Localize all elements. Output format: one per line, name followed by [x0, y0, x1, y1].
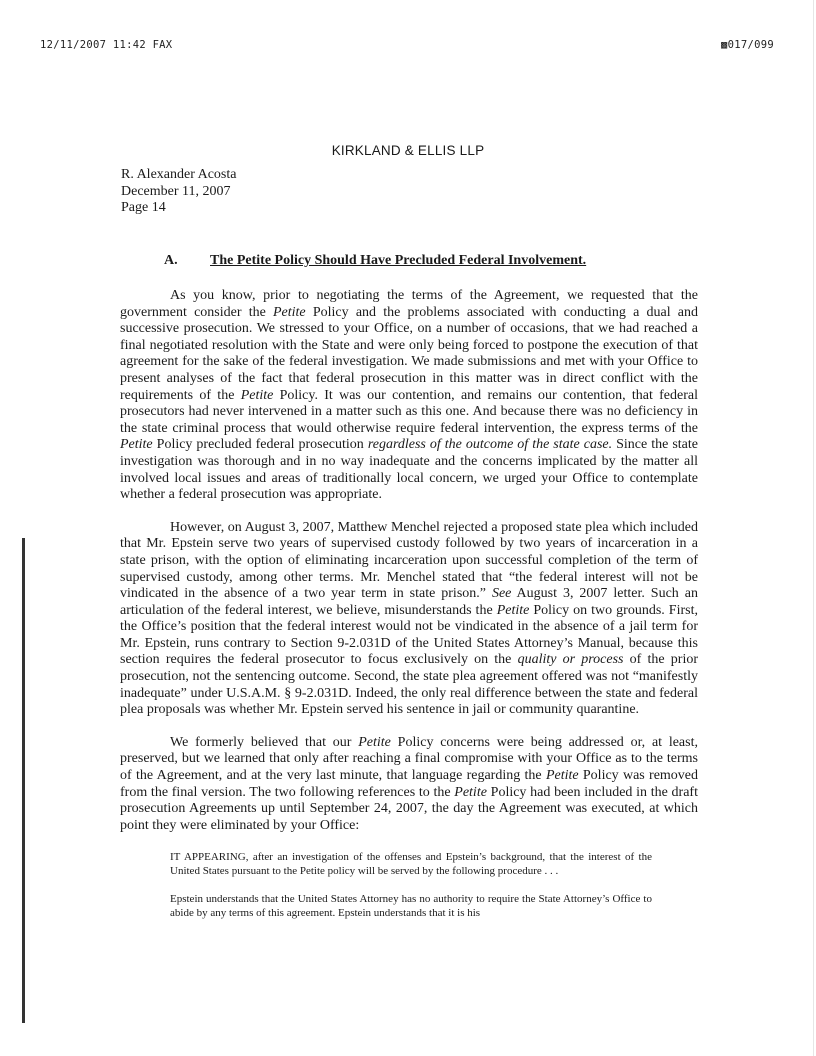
quote-text: Epstein understands that the United States Attorney has no authority to require the State Attorney’s Office to abide by any terms of this agreement. Epstein understands that it is his [170, 893, 652, 920]
italic-text: Petite [273, 304, 306, 320]
section-heading [164, 253, 586, 269]
text-segment: Policy on two grounds. First, the Office’s position that the federal interest would not be vindicated in the absence of a jail term for Mr. Epstein, runs contrary to Section 9-2.031D of the United States Attorney’s Manual, because this section requires the federal prosecutor to focus exclusively on the [120, 602, 698, 668]
italic-text: regardless of the outcome of the state case. [367, 437, 613, 453]
text-segment: Policy concerns were being addressed or, at least, preserved, but we learned that only after reaching a final compromise with your Office as to the terms of the Agreement, and at the very last minute, that language regarding the [120, 734, 698, 784]
text-segment: Policy was removed from the final version. The two following references to the [120, 768, 699, 800]
text-segment: We formerly believed that our [170, 734, 359, 750]
fax-timestamp: 12/11/2007 11:42 FAX [40, 39, 173, 51]
text-segment: As you know, prior to negotiating the terms of the Agreement, we requested that the government consider the [120, 288, 698, 320]
paragraph-2 [120, 520, 698, 719]
letter-date: December 11, 2007 [121, 183, 231, 199]
text-segment: Policy and the problems associated with conducting a dual and successive prosecution. We stressed to your Office, on a number of occasions, that we had reached a final negotiated resolution with the State and were only being forced to postpone the execution of that agreement for the sake of the federal investigation. We made submissions and met with your Office to present analyses of the fact that federal prosecution in this matter was in direct conflict with the requirements of the [120, 304, 698, 403]
section-title: The Petite Policy Should Have Precluded Federal Involvement. [210, 253, 587, 268]
recipient: R. Alexander Acosta [121, 167, 237, 182]
text-segment: However, on August 3, 2007, Matthew Menchel rejected a proposed state plea which included that Mr. Epstein serve two years of supervised custody followed by two years of incarceration in a state prison, with the option of eliminating incarceration upon successful completion of the term of supervised custody, among other terms. Mr. Menchel stated that “the federal interest will not be vindicated in the absence of a two year term in state prison.” [120, 519, 698, 602]
text-segment: of the prior prosecution, not the sentencing outcome. Second, the state plea agreement offered was not “manifestly inadequate” under U.S.A.M. § 9-2.031D. Indeed, the only real difference between the state and federal plea proposals was whether Mr. Epstein served his sentence in jail or community quarantine. [120, 652, 699, 718]
block-quote-2 [170, 892, 652, 920]
section-number: A. [164, 253, 178, 268]
italic-text: See [491, 586, 512, 602]
quote-text: IT APPEARING, after an investigation of the offenses and Epstein’s background, that the interest of the United States pursuant to the Petite policy will be served by the following procedure . . . [170, 851, 652, 878]
italic-text: Petite [358, 734, 391, 750]
text-segment: Policy. It was our contention, and remains our contention, that federal prosecutors had never intervened in a matter such as this one. And because there was no deficiency in the state criminal process that would otherwise require federal intervention, the express terms of the [120, 387, 698, 436]
text-segment: August 3, 2007 letter. Such an articulation of the federal interest, we believe, misunderstands the [120, 586, 698, 618]
text-segment: Policy had been included in the draft prosecution Agreements up until September 24, 2007, the day the Agreement was executed, at which point they were eliminated by your Office: [120, 784, 698, 833]
italic-text: Petite [120, 437, 153, 453]
block-quote-1 [170, 850, 652, 878]
italic-text: Petite [496, 602, 530, 618]
fax-page-counter: ▩017/099 [721, 39, 774, 51]
letter-body [120, 288, 698, 934]
margin-bar [22, 538, 25, 1023]
address-block [121, 167, 236, 217]
italic-text: Petite [240, 387, 274, 403]
text-segment: Policy precluded federal prosecution [152, 437, 368, 453]
text-segment: Since the state investigation was thorough and in no way inadequate and the concerns implicated by the matter all involved local issues and areas of traditionally local concern, we urged your Office to contemplate whether a federal prosecution was appropriate. [120, 437, 698, 503]
paragraph-3 [120, 735, 698, 835]
page-edge [813, 0, 814, 1056]
italic-text: quality or process [517, 652, 624, 668]
italic-text: Petite [545, 768, 579, 784]
page-number: Page 14 [121, 200, 166, 215]
letterhead: KIRKLAND & ELLIS LLP [331, 143, 485, 158]
paragraph-1 [120, 288, 698, 504]
italic-text: Petite [454, 784, 487, 800]
